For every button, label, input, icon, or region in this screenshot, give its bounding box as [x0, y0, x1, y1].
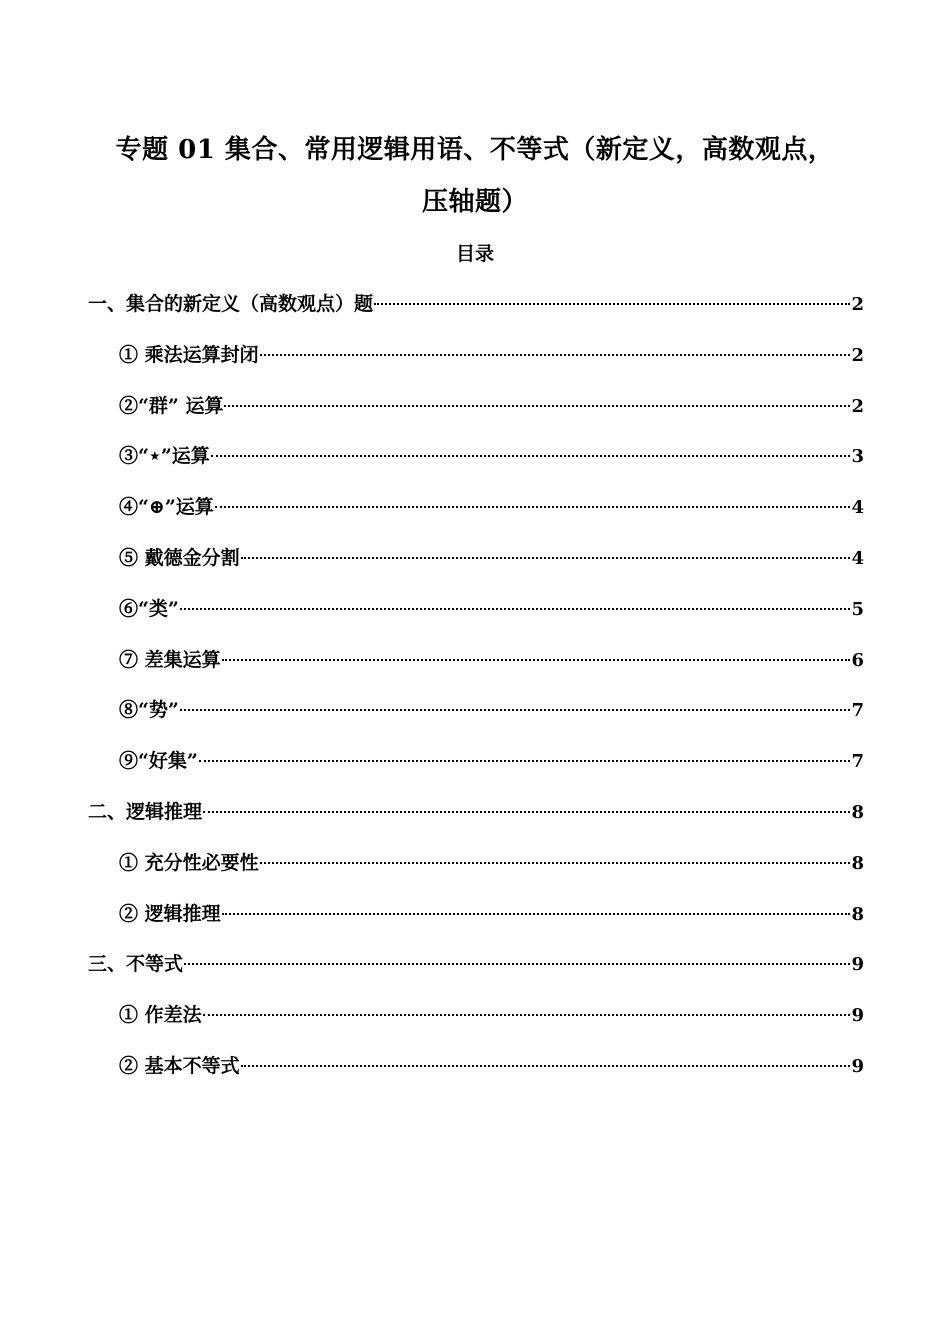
toc-dot-leader [222, 659, 851, 661]
toc-dot-leader [241, 557, 851, 559]
toc-dot-leader [374, 303, 850, 305]
toc-entry[interactable] [88, 1051, 864, 1102]
toc-entry-label[interactable]: ⑥“类” [119, 597, 179, 620]
toc-entry[interactable] [88, 594, 864, 645]
toc-entry[interactable] [88, 695, 864, 746]
toc-entry-label[interactable]: ⑤ 戴德金分割 [119, 546, 240, 569]
toc-entry-label[interactable]: 三、不等式 [88, 953, 184, 976]
toc-entry-label[interactable]: ④“⊕”运算 [119, 496, 214, 519]
toc-entry-label[interactable]: ⑦ 差集运算 [119, 648, 221, 671]
document-title [90, 124, 860, 228]
toc-entry-page-number[interactable]: 5 [851, 598, 864, 620]
toc-entry-page-number[interactable]: 4 [851, 547, 864, 569]
toc-entry[interactable] [88, 949, 864, 1000]
toc-entry-page-number[interactable]: 8 [851, 852, 864, 874]
toc-entry-label[interactable]: ① 作差法 [119, 1004, 202, 1027]
toc-entry-page-number[interactable]: 4 [851, 497, 864, 519]
toc-entry-label[interactable]: 一、集合的新定义（高数观点）题 [88, 293, 374, 315]
toc-entry[interactable] [88, 1000, 864, 1051]
toc-entry-page-number[interactable]: 2 [851, 294, 864, 315]
table-of-contents [88, 289, 864, 1102]
toc-entry-page-number[interactable]: 9 [851, 954, 864, 976]
toc-dot-leader [222, 913, 851, 915]
toc-entry-label[interactable]: ① 充分性必要性 [119, 851, 259, 874]
toc-entry-label[interactable]: ⑧“势” [119, 699, 179, 722]
toc-entry-page-number[interactable]: 6 [851, 649, 864, 671]
toc-entry-page-number[interactable]: 8 [851, 903, 864, 925]
document-title-line-1: 专题 01 集合、常用逻辑用语、不等式（新定义，高数观点， [115, 135, 835, 165]
toc-entry[interactable] [88, 391, 864, 442]
toc-entry-label[interactable]: ② 逻辑推理 [119, 902, 221, 925]
toc-entry-label[interactable]: ① 乘法运算封闭 [119, 343, 259, 366]
toc-dot-leader [199, 760, 851, 762]
document-title-line-2: 压轴题） [421, 187, 528, 217]
toc-dot-leader [260, 354, 851, 356]
toc-dot-leader [215, 506, 851, 508]
toc-entry[interactable] [88, 492, 864, 543]
toc-entry[interactable] [88, 289, 864, 340]
toc-dot-leader [211, 455, 851, 457]
toc-entry-label[interactable]: 二、逻辑推理 [88, 800, 203, 823]
toc-entry-page-number[interactable]: 9 [851, 1005, 864, 1027]
toc-entry[interactable] [88, 797, 864, 848]
toc-entry-page-number[interactable]: 8 [851, 801, 864, 823]
toc-entry[interactable] [88, 441, 864, 492]
toc-dot-leader [180, 709, 851, 711]
toc-entry[interactable] [88, 645, 864, 696]
toc-entry[interactable] [88, 899, 864, 950]
toc-dot-leader [184, 963, 850, 965]
toc-entry-label[interactable]: ② 基本不等式 [119, 1054, 240, 1077]
toc-entry-page-number[interactable]: 7 [851, 751, 864, 773]
toc-entry-page-number[interactable]: 2 [851, 395, 864, 417]
toc-entry-label[interactable]: ②“群” 运算 [119, 394, 224, 417]
toc-entry[interactable] [88, 848, 864, 899]
toc-entry[interactable] [88, 543, 864, 594]
toc-dot-leader [203, 1014, 851, 1016]
toc-entry-label[interactable]: ⑨“好集” [119, 750, 198, 773]
toc-entry-page-number[interactable]: 2 [851, 344, 864, 366]
toc-dot-leader [224, 405, 850, 407]
toc-entry[interactable] [88, 746, 864, 797]
toc-dot-leader [260, 862, 851, 864]
toc-dot-leader [241, 1065, 851, 1067]
toc-entry-page-number[interactable]: 7 [851, 700, 864, 722]
toc-entry[interactable] [88, 340, 864, 391]
toc-heading: 目录 [455, 243, 494, 265]
toc-dot-leader [203, 811, 850, 813]
toc-entry-page-number[interactable]: 3 [851, 446, 864, 468]
toc-entry-label[interactable]: ③“⋆”运算 [119, 445, 210, 468]
toc-dot-leader [180, 608, 851, 610]
toc-entry-page-number[interactable]: 9 [851, 1055, 864, 1077]
